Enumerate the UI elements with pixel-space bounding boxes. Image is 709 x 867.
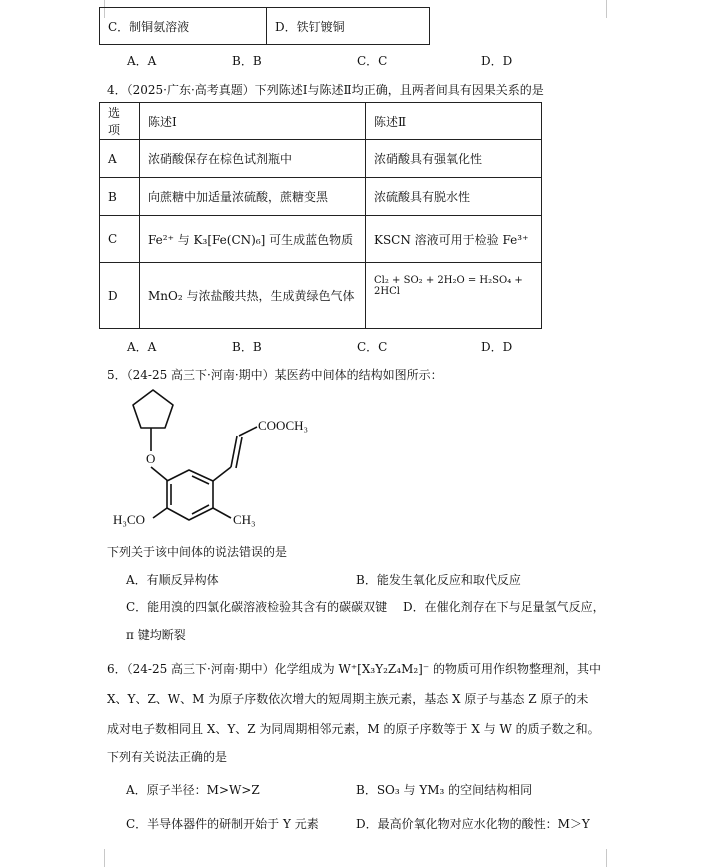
q4-row-b-statement2: 浓硫酸具有脱水性 <box>366 178 542 216</box>
q4-row-b-option: B <box>100 178 140 216</box>
q4-option-c[interactable]: C．C <box>357 340 388 354</box>
q5-option-a[interactable]: A．有顺反异构体 <box>126 573 219 587</box>
q4-option-b[interactable]: B．B <box>232 340 262 354</box>
bond-benzene-methoxy <box>153 508 167 518</box>
bond-benzene-vinyl <box>213 467 231 481</box>
bond-benzene-methyl <box>213 508 231 518</box>
benzene-ring <box>167 470 213 520</box>
q6-option-b[interactable]: B．SO₃ 与 YM₃ 的空间结构相同 <box>356 783 533 797</box>
q6-option-c[interactable]: C．半导体器件的研制开始于 Y 元素 <box>126 817 319 831</box>
q3-option-b[interactable]: B．B <box>232 54 262 68</box>
bond-oxygen-benzene <box>151 467 168 481</box>
q4-header-option: 选项 <box>100 103 140 140</box>
label-ether-oxygen: O <box>146 451 156 466</box>
cyclopentane-ring <box>133 390 173 428</box>
label-ester-group: COOCH₃ <box>258 418 309 433</box>
q4-stem: 4．（2025·广东·高考真题）下列陈述Ⅰ与陈述Ⅱ均正确，且两者间具有因果关系的是 <box>107 83 544 97</box>
q5-option-d-continued: π 键均断裂 <box>126 628 186 642</box>
q4-row-c-statement1: Fe²⁺ 与 K₃[Fe(CN)₆] 可生成蓝色物质 <box>140 216 366 263</box>
q4-row-c-statement2: KSCN 溶液可用于检验 Fe³⁺ <box>366 216 542 263</box>
q6-line-1: 6．（24-25 高三下·河南·期中）化学组成为 W⁺[X₃Y₂Z₄M₂]⁻ 的物质可用作织物整理剂，其中 <box>107 662 602 676</box>
q5-option-c[interactable]: C．能用溴的四氯化碳溶液检验其含有的碳碳双键 <box>126 600 388 614</box>
q4-row-a-statement1: 浓硝酸保存在棕色试剂瓶中 <box>140 140 366 178</box>
q4-row-a-option: A <box>100 140 140 178</box>
bond-vinyl-ester <box>239 427 257 436</box>
q4-row-a-statement2: 浓硝酸具有强氧化性 <box>366 140 542 178</box>
q6-line-3: 成对电子数相同且 X、Y、Z 为同周期相邻元素，M 的原子序数等于 X 与 W 的质子数之和。 <box>107 722 600 736</box>
vinyl-double-bond-b <box>236 437 242 468</box>
q5-option-b[interactable]: B．能发生氧化反应和取代反应 <box>356 573 521 587</box>
q5-stem: 5．（24-25 高三下·河南·期中）某医药中间体的结构如图所示： <box>107 368 443 382</box>
q6-option-a[interactable]: A．原子半径：M>W>Z <box>126 783 260 797</box>
q5-option-d[interactable]: D．在催化剂存在下与足量氢气反应， <box>403 600 605 614</box>
q3-cell-d: D．铁钉镀铜 <box>267 8 430 45</box>
label-methyl-group: CH₃ <box>233 512 256 527</box>
q3-option-c[interactable]: C．C <box>357 54 388 68</box>
q6-line-4: 下列有关说法正确的是 <box>107 750 228 764</box>
vinyl-double-bond-a <box>231 436 237 467</box>
q4-option-a[interactable]: A．A <box>127 340 157 354</box>
q3-cell-c: C．制铜氨溶液 <box>100 8 267 45</box>
benzene-double-bond-2 <box>192 505 209 514</box>
q4-row-b-statement1: 向蔗糖中加适量浓硫酸，蔗糖变黑 <box>140 178 366 216</box>
q5-question: 下列关于该中间体的说法错误的是 <box>107 545 288 559</box>
q6-line-2: X、Y、Z、W、M 为原子序数依次增大的短周期主族元素，基态 X 原子与基态 Z 原子的未 <box>107 692 589 706</box>
q4-header-statement1: 陈述Ⅰ <box>140 103 366 140</box>
q4-row-d-statement2: Cl₂ + SO₂ + 2H₂O = H₂SO₄ + 2HCl <box>366 263 542 329</box>
q4-row-c-option: C <box>100 216 140 263</box>
q4-option-d[interactable]: D．D <box>481 340 513 354</box>
q3-option-d[interactable]: D．D <box>481 54 513 68</box>
q4-header-statement2: 陈述Ⅱ <box>366 103 542 140</box>
q4-row-d-option: D <box>100 263 140 329</box>
q3-option-a[interactable]: A．A <box>127 54 157 68</box>
q4-row-d-statement1: MnO₂ 与浓盐酸共热，生成黄绿色气体 <box>140 263 366 329</box>
q6-option-d[interactable]: D．最高价氧化物对应水化物的酸性：M＞Y <box>356 817 590 831</box>
label-methoxy-group: H₃CO <box>113 512 145 527</box>
